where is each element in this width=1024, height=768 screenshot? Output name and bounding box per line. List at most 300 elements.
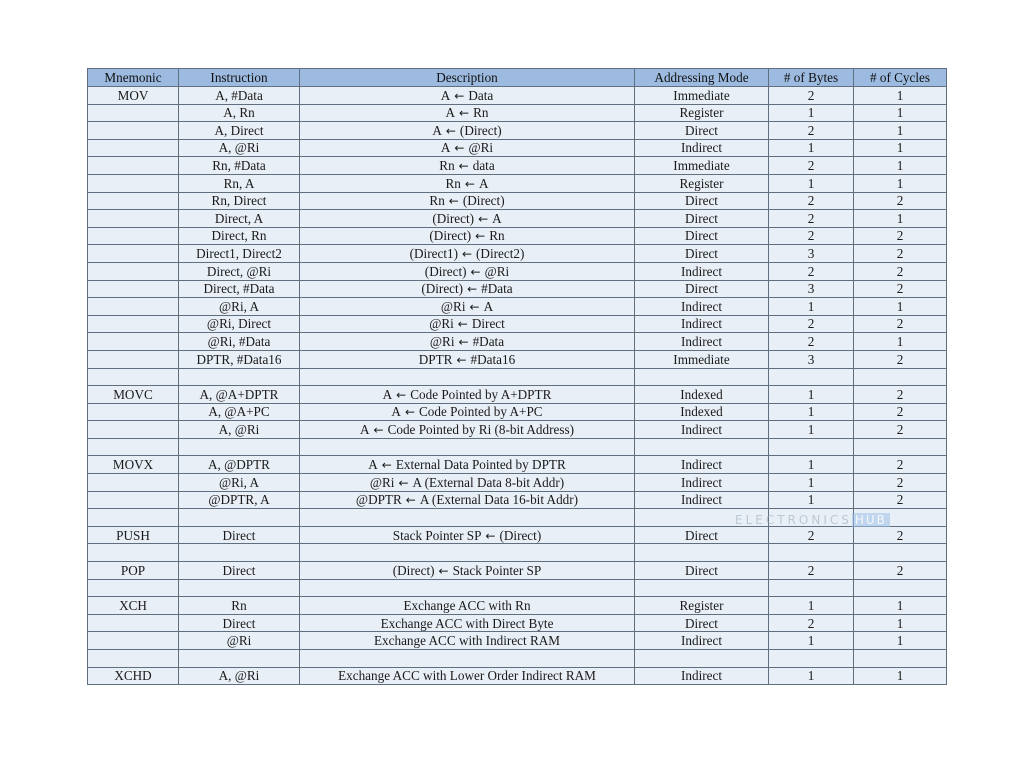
cell-instruction: A, @DPTR <box>179 456 300 474</box>
cell-mnemonic <box>88 298 179 316</box>
cell-addressing-mode: Immediate <box>635 157 769 175</box>
cell-mnemonic <box>88 491 179 509</box>
cell-cycles: 2 <box>854 526 947 544</box>
cell-bytes: 1 <box>769 667 854 685</box>
cell-addressing-mode: Indirect <box>635 474 769 492</box>
cell-mnemonic <box>88 315 179 333</box>
cell-mnemonic <box>88 174 179 192</box>
left-arrow-icon: ← <box>405 493 416 508</box>
cell-bytes: 1 <box>769 386 854 404</box>
cell-bytes: 2 <box>769 122 854 140</box>
desc-destination: (Direct1) <box>409 246 458 262</box>
left-arrow-icon: ← <box>485 528 496 543</box>
cell-bytes: 2 <box>769 210 854 228</box>
cell-description <box>300 122 635 140</box>
desc-source: A <box>492 210 502 226</box>
cell-mnemonic <box>88 122 179 140</box>
cell-instruction: DPTR, #Data16 <box>179 350 300 368</box>
desc-destination: A <box>440 140 451 156</box>
cell-instruction: @Ri, Direct <box>179 315 300 333</box>
cell-cycles: 2 <box>854 192 947 210</box>
header-cycles: # of Cycles <box>854 69 947 87</box>
desc-source: (Direct) <box>459 122 502 138</box>
cell-description <box>300 315 635 333</box>
cell-description <box>300 562 635 580</box>
cell-instruction: @Ri <box>179 632 300 650</box>
cell-mnemonic <box>88 421 179 439</box>
desc-destination: (Direct) <box>392 562 435 578</box>
cell-bytes: 1 <box>769 421 854 439</box>
desc-source: #Data16 <box>470 351 516 367</box>
cell-cycles: 1 <box>854 122 947 140</box>
desc-destination: (Direct) <box>432 210 475 226</box>
left-arrow-icon: ← <box>469 299 480 314</box>
desc-source: A <box>483 298 494 314</box>
desc-destination: DPTR <box>418 351 453 367</box>
cell-mnemonic <box>88 227 179 245</box>
cell-bytes: 3 <box>769 280 854 298</box>
cell-bytes: 1 <box>769 491 854 509</box>
desc-source: A <box>478 175 489 191</box>
cell-addressing-mode: Direct <box>635 526 769 544</box>
left-arrow-icon: ← <box>459 106 470 121</box>
cell-instruction: @Ri, A <box>179 474 300 492</box>
cell-mnemonic: PUSH <box>88 526 179 544</box>
cell-description <box>300 403 635 421</box>
table-row-spacer <box>88 368 947 386</box>
desc-source: #Data <box>472 334 505 349</box>
desc-source: @Ri <box>484 263 510 279</box>
cell-bytes: 2 <box>769 192 854 210</box>
cell-instruction: Direct1, Direct2 <box>179 245 300 263</box>
cell-description <box>300 87 635 105</box>
cell-description <box>300 174 635 192</box>
cell-addressing-mode: Indirect <box>635 667 769 685</box>
table-row <box>88 174 947 192</box>
table-body <box>88 87 947 685</box>
cell-instruction: Rn <box>179 597 300 615</box>
cell-addressing-mode: Indirect <box>635 333 769 351</box>
cell-addressing-mode <box>635 438 769 456</box>
table-row <box>88 298 947 316</box>
cell-cycles <box>854 544 947 562</box>
cell-bytes: 3 <box>769 350 854 368</box>
cell-addressing-mode: Direct <box>635 245 769 263</box>
cell-instruction: Rn, #Data <box>179 157 300 175</box>
cell-cycles <box>854 650 947 668</box>
cell-mnemonic: MOV <box>88 87 179 105</box>
cell-bytes: 1 <box>769 104 854 122</box>
cell-cycles: 2 <box>854 245 947 263</box>
desc-source: #Data <box>481 281 513 297</box>
cell-bytes: 2 <box>769 614 854 632</box>
desc-destination: (Direct) <box>429 228 472 244</box>
cell-bytes: 1 <box>769 139 854 157</box>
desc-destination: A <box>382 386 393 402</box>
cell-mnemonic <box>88 262 179 280</box>
cell-mnemonic <box>88 403 179 421</box>
desc-source: Rn <box>489 228 505 244</box>
cell-addressing-mode: Indirect <box>635 421 769 439</box>
desc-destination: A <box>391 404 401 420</box>
cell-mnemonic <box>88 333 179 351</box>
cell-bytes: 1 <box>769 474 854 492</box>
left-arrow-icon: ← <box>475 229 486 244</box>
cell-addressing-mode: Immediate <box>635 87 769 105</box>
left-arrow-icon: ← <box>467 282 478 297</box>
cell-description <box>300 298 635 316</box>
table-row <box>88 227 947 245</box>
cell-instruction <box>179 438 300 456</box>
table-row-spacer <box>88 579 947 597</box>
desc-source: (Direct) <box>499 527 542 543</box>
desc-source: Rn <box>473 105 489 121</box>
cell-instruction <box>179 509 300 527</box>
cell-instruction: Direct <box>179 614 300 632</box>
table-row <box>88 614 947 632</box>
cell-addressing-mode: Indirect <box>635 298 769 316</box>
cell-description <box>300 579 635 597</box>
desc-destination: Rn <box>445 175 461 191</box>
cell-bytes: 2 <box>769 157 854 175</box>
cell-cycles: 2 <box>854 474 947 492</box>
cell-mnemonic <box>88 350 179 368</box>
cell-instruction: Direct, Rn <box>179 227 300 245</box>
cell-mnemonic <box>88 368 179 386</box>
table-row-spacer <box>88 544 947 562</box>
cell-bytes <box>769 650 854 668</box>
cell-instruction: A, Rn <box>179 104 300 122</box>
cell-mnemonic: MOVX <box>88 456 179 474</box>
desc-source: Code Pointed by A+PC <box>419 404 543 420</box>
cell-description <box>300 280 635 298</box>
cell-bytes <box>769 368 854 386</box>
cell-description <box>300 262 635 280</box>
cell-mnemonic <box>88 614 179 632</box>
cell-description <box>300 333 635 351</box>
cell-bytes <box>769 579 854 597</box>
cell-description <box>300 491 635 509</box>
cell-instruction: Direct, #Data <box>179 280 300 298</box>
desc-destination: A <box>359 421 370 437</box>
cell-addressing-mode: Indexed <box>635 386 769 404</box>
cell-bytes: 2 <box>769 526 854 544</box>
cell-mnemonic <box>88 192 179 210</box>
watermark-text: ELECTRONICS <box>735 513 852 527</box>
cell-addressing-mode: Indirect <box>635 456 769 474</box>
cell-cycles: 2 <box>854 280 947 298</box>
cell-cycles: 2 <box>854 421 947 439</box>
cell-mnemonic <box>88 245 179 263</box>
cell-description: Exchange ACC with Indirect RAM <box>300 632 635 650</box>
cell-addressing-mode <box>635 650 769 668</box>
cell-cycles: 2 <box>854 491 947 509</box>
cell-instruction: Direct <box>179 526 300 544</box>
desc-destination: @Ri <box>440 298 466 314</box>
cell-instruction: A, #Data <box>179 87 300 105</box>
cell-bytes: 2 <box>769 315 854 333</box>
desc-source: @Ri <box>468 140 494 156</box>
desc-source: A (External Data 16-bit Addr) <box>419 492 579 508</box>
table-row <box>88 104 947 122</box>
cell-addressing-mode: Direct <box>635 210 769 228</box>
cell-bytes: 1 <box>769 632 854 650</box>
cell-description <box>300 526 635 544</box>
desc-source: Data <box>468 87 494 103</box>
cell-instruction: Direct <box>179 562 300 580</box>
cell-description <box>300 157 635 175</box>
cell-description <box>300 245 635 263</box>
cell-description: Exchange ACC with Direct Byte <box>300 614 635 632</box>
desc-destination: @Ri <box>429 334 455 349</box>
desc-source: A (External Data 8-bit Addr) <box>412 474 565 490</box>
watermark-hub: HUB <box>852 513 890 527</box>
cell-cycles: 1 <box>854 632 947 650</box>
table-row <box>88 210 947 228</box>
cell-addressing-mode: Indirect <box>635 315 769 333</box>
cell-description: Exchange ACC with Rn <box>300 597 635 615</box>
cell-bytes: 1 <box>769 403 854 421</box>
cell-description: Exchange ACC with Lower Order Indirect RAM <box>300 667 635 685</box>
cell-bytes: 2 <box>769 87 854 105</box>
left-arrow-icon: ← <box>464 176 475 191</box>
table-row <box>88 403 947 421</box>
cell-addressing-mode: Indirect <box>635 632 769 650</box>
table-row <box>88 315 947 333</box>
cell-addressing-mode <box>635 579 769 597</box>
cell-addressing-mode: Direct <box>635 192 769 210</box>
table-row <box>88 192 947 210</box>
cell-cycles: 2 <box>854 315 947 333</box>
desc-source: External Data Pointed by DPTR <box>395 457 566 473</box>
cell-bytes: 2 <box>769 262 854 280</box>
cell-cycles: 2 <box>854 262 947 280</box>
cell-mnemonic <box>88 544 179 562</box>
left-arrow-icon: ← <box>457 317 468 332</box>
desc-source: (Direct) <box>462 193 505 209</box>
watermark-logo <box>735 513 890 527</box>
table-row <box>88 597 947 615</box>
cell-instruction: A, @Ri <box>179 667 300 685</box>
left-arrow-icon: ← <box>381 458 392 473</box>
cell-mnemonic: XCHD <box>88 667 179 685</box>
cell-mnemonic <box>88 280 179 298</box>
cell-instruction: @Ri, A <box>179 298 300 316</box>
cell-instruction: Direct, @Ri <box>179 262 300 280</box>
left-arrow-icon: ← <box>396 387 407 402</box>
cell-description <box>300 139 635 157</box>
cell-bytes: 1 <box>769 456 854 474</box>
left-arrow-icon: ← <box>445 123 456 138</box>
cell-description <box>300 192 635 210</box>
instruction-table-container <box>87 68 947 685</box>
cell-bytes: 3 <box>769 245 854 263</box>
cell-cycles: 1 <box>854 210 947 228</box>
cell-instruction <box>179 579 300 597</box>
cell-addressing-mode: Direct <box>635 562 769 580</box>
cell-cycles: 2 <box>854 403 947 421</box>
cell-description <box>300 509 635 527</box>
desc-destination: A <box>440 87 451 103</box>
cell-instruction: A, @Ri <box>179 139 300 157</box>
cell-mnemonic <box>88 474 179 492</box>
cell-instruction: Rn, Direct <box>179 192 300 210</box>
cell-cycles: 1 <box>854 104 947 122</box>
desc-destination: @DPTR <box>355 492 402 508</box>
cell-addressing-mode: Indirect <box>635 262 769 280</box>
cell-cycles: 1 <box>854 157 947 175</box>
left-arrow-icon: ← <box>478 211 489 226</box>
cell-cycles <box>854 579 947 597</box>
desc-destination: Rn <box>439 158 455 174</box>
cell-instruction <box>179 368 300 386</box>
cell-addressing-mode <box>635 544 769 562</box>
cell-description <box>300 650 635 668</box>
cell-mnemonic <box>88 139 179 157</box>
cell-cycles: 1 <box>854 174 947 192</box>
cell-description <box>300 544 635 562</box>
cell-instruction: A, @Ri <box>179 421 300 439</box>
cell-mnemonic <box>88 509 179 527</box>
cell-cycles: 2 <box>854 562 947 580</box>
cell-cycles: 1 <box>854 298 947 316</box>
table-row <box>88 245 947 263</box>
cell-cycles <box>854 368 947 386</box>
cell-description <box>300 386 635 404</box>
left-arrow-icon: ← <box>448 194 459 209</box>
cell-instruction: @Ri, #Data <box>179 333 300 351</box>
table-row-spacer <box>88 650 947 668</box>
desc-destination: A <box>432 122 442 138</box>
cell-instruction: A, Direct <box>179 122 300 140</box>
table-row <box>88 526 947 544</box>
left-arrow-icon: ← <box>461 247 473 262</box>
left-arrow-icon: ← <box>454 88 465 103</box>
desc-destination: Rn <box>429 193 445 209</box>
table-row <box>88 491 947 509</box>
cell-mnemonic: POP <box>88 562 179 580</box>
cell-mnemonic <box>88 579 179 597</box>
cell-addressing-mode: Direct <box>635 280 769 298</box>
desc-destination: @Ri <box>429 316 454 332</box>
desc-destination: (Direct) <box>424 263 467 279</box>
cell-addressing-mode: Register <box>635 104 769 122</box>
cell-instruction <box>179 650 300 668</box>
table-row <box>88 87 947 105</box>
table-row <box>88 421 947 439</box>
table-row <box>88 350 947 368</box>
desc-destination: A <box>445 105 456 121</box>
cell-addressing-mode: Direct <box>635 614 769 632</box>
cell-cycles: 2 <box>854 386 947 404</box>
desc-destination: (Direct) <box>421 281 464 297</box>
desc-destination: A <box>368 457 378 473</box>
table-header-row <box>88 69 947 87</box>
cell-mnemonic <box>88 104 179 122</box>
cell-description <box>300 104 635 122</box>
table-row <box>88 262 947 280</box>
table-row-spacer <box>88 438 947 456</box>
cell-mnemonic <box>88 157 179 175</box>
instruction-table <box>87 68 947 685</box>
cell-instruction: @DPTR, A <box>179 491 300 509</box>
cell-mnemonic <box>88 650 179 668</box>
cell-bytes: 2 <box>769 333 854 351</box>
cell-addressing-mode: Indirect <box>635 491 769 509</box>
cell-addressing-mode: Register <box>635 597 769 615</box>
table-row <box>88 456 947 474</box>
cell-instruction: A, @A+PC <box>179 403 300 421</box>
cell-cycles: 2 <box>854 227 947 245</box>
cell-instruction: Rn, A <box>179 174 300 192</box>
cell-instruction: A, @A+DPTR <box>179 386 300 404</box>
cell-description <box>300 438 635 456</box>
cell-bytes: 2 <box>769 227 854 245</box>
left-arrow-icon: ← <box>454 141 465 156</box>
left-arrow-icon: ← <box>398 475 409 490</box>
header-instruction: Instruction <box>179 69 300 87</box>
cell-bytes: 1 <box>769 174 854 192</box>
desc-source: Direct <box>471 316 505 332</box>
cell-cycles: 1 <box>854 667 947 685</box>
cell-mnemonic <box>88 632 179 650</box>
desc-source: data <box>472 158 495 174</box>
cell-description <box>300 368 635 386</box>
table-row <box>88 139 947 157</box>
left-arrow-icon: ← <box>404 405 415 420</box>
left-arrow-icon: ← <box>470 264 481 279</box>
table-row <box>88 667 947 685</box>
table-row <box>88 280 947 298</box>
cell-bytes: 1 <box>769 298 854 316</box>
left-arrow-icon: ← <box>458 335 469 349</box>
cell-addressing-mode: Indexed <box>635 403 769 421</box>
table-row <box>88 157 947 175</box>
cell-cycles: 1 <box>854 87 947 105</box>
cell-bytes: 1 <box>769 597 854 615</box>
table-row <box>88 474 947 492</box>
header-description: Description <box>300 69 635 87</box>
table-row <box>88 632 947 650</box>
cell-addressing-mode <box>635 368 769 386</box>
desc-source: Code Pointed by Ri (8-bit Address) <box>387 421 575 437</box>
header-mnemonic: Mnemonic <box>88 69 179 87</box>
cell-instruction <box>179 544 300 562</box>
cell-description <box>300 210 635 228</box>
cell-mnemonic <box>88 210 179 228</box>
left-arrow-icon: ← <box>373 422 384 437</box>
left-arrow-icon: ← <box>438 563 449 578</box>
desc-source: Stack Pointer SP <box>452 562 542 578</box>
desc-destination: Stack Pointer SP <box>392 527 482 543</box>
left-arrow-icon: ← <box>456 352 467 367</box>
left-arrow-icon: ← <box>458 159 469 174</box>
cell-description <box>300 456 635 474</box>
cell-description <box>300 350 635 368</box>
cell-bytes: 2 <box>769 562 854 580</box>
desc-destination: @Ri <box>369 474 395 490</box>
cell-bytes <box>769 438 854 456</box>
table-row <box>88 386 947 404</box>
cell-addressing-mode: Indirect <box>635 139 769 157</box>
cell-cycles: 2 <box>854 350 947 368</box>
table-row <box>88 122 947 140</box>
cell-cycles: 2 <box>854 456 947 474</box>
cell-mnemonic <box>88 438 179 456</box>
cell-description <box>300 474 635 492</box>
header-addressing-mode: Addressing Mode <box>635 69 769 87</box>
cell-instruction: Direct, A <box>179 210 300 228</box>
